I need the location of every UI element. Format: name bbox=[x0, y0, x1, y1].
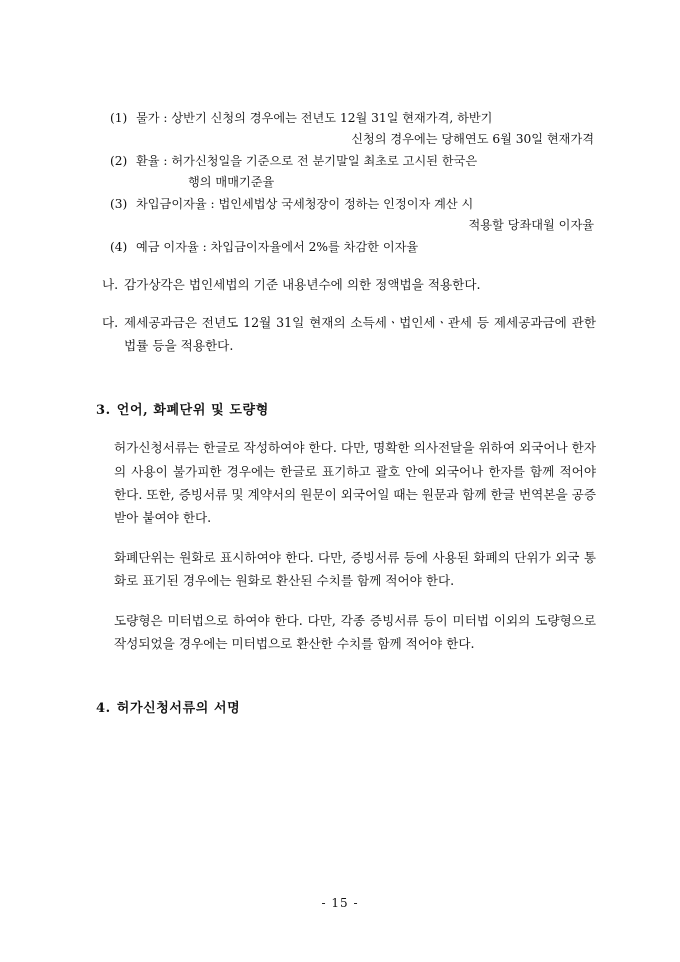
list-item-line: 환율 : 허가신청일을 기준으로 전 분기말일 최초로 고시된 한국은 bbox=[136, 153, 478, 168]
list-item-line: 적용할 당좌대월 이자율 bbox=[468, 217, 594, 232]
list-item-text bbox=[136, 237, 596, 258]
document-body bbox=[96, 108, 596, 734]
lettered-item-text: 감가상각은 법인세법의 기준 내용년수에 의한 정액법을 적용한다. bbox=[124, 276, 481, 292]
list-item bbox=[96, 194, 596, 236]
lettered-item-text: 제세공과금은 전년도 12월 31일 현재의 소득세ㆍ법인세ㆍ관세 등 제세공과금에 관한 법률 등을 적용한다. bbox=[124, 315, 596, 353]
list-item bbox=[96, 237, 596, 258]
list-item-text bbox=[136, 108, 596, 150]
list-item-marker: (4) bbox=[110, 239, 128, 254]
section-number: 4. bbox=[96, 701, 111, 717]
section-heading bbox=[96, 697, 596, 716]
lettered-item bbox=[96, 312, 596, 357]
list-item-marker: (1) bbox=[110, 111, 128, 125]
list-item-line: 차입금이자율 : 법인세법상 국세청장이 정하는 인정이자 계산 시 bbox=[136, 196, 474, 211]
list-item-text bbox=[136, 151, 596, 193]
lettered-item-marker: 나. bbox=[102, 276, 119, 292]
list-item-marker: (3) bbox=[110, 196, 128, 211]
list-item-line: 물가 : 상반기 신청의 경우에는 전년도 12월 31일 현재가격, 하반기 bbox=[136, 111, 493, 125]
section-title: 허가신청서류의 서명 bbox=[116, 701, 241, 717]
list-item-line: 신청의 경우에는 당해연도 6월 30일 현재가격 bbox=[351, 131, 594, 146]
section-heading bbox=[96, 399, 596, 418]
paragraph: 도량형은 미터법으로 하여야 한다. 다만, 각종 증빙서류 등이 미터법 이외의 도량형으로 작성되었을 경우에는 미터법으로 환산한 수치를 함께 적어야 한다. bbox=[114, 612, 596, 652]
list-item bbox=[96, 108, 596, 150]
list-item bbox=[96, 151, 596, 193]
section-title: 언어, 화폐단위 및 도량형 bbox=[116, 403, 269, 419]
section-number: 3. bbox=[96, 403, 111, 419]
list-item-text bbox=[136, 194, 596, 236]
numbered-list bbox=[96, 108, 596, 258]
lettered-item bbox=[96, 274, 596, 296]
list-item-line: 예금 이자율 : 차입금이자율에서 2%를 차감한 이자율 bbox=[136, 239, 419, 254]
page-number: - 15 - bbox=[321, 896, 359, 910]
lettered-item-marker: 다. bbox=[102, 315, 119, 331]
paragraph: 화폐단위는 원화로 표시하여야 한다. 다만, 증빙서류 등에 사용된 화폐의 단위가 외국 통화로 표기된 경우에는 원화로 환산된 수치를 함께 적어야 한다. bbox=[114, 549, 596, 589]
list-item-line: 행의 매매기준율 bbox=[188, 174, 275, 189]
list-item-marker: (2) bbox=[110, 153, 128, 168]
paragraph: 허가신청서류는 한글로 작성하여야 한다. 다만, 명확한 의사전달을 위하여 외국어나 한자의 사용이 불가피한 경우에는 한글로 표기하고 괄호 안에 외국어나 한자를 함께 적어야 한다. 또한, 증빙서류 및 계약서의 원문이 외국어일 때는 원문과 함께 한글 번역본을 공증받아 붙여야 한다. bbox=[114, 440, 596, 526]
